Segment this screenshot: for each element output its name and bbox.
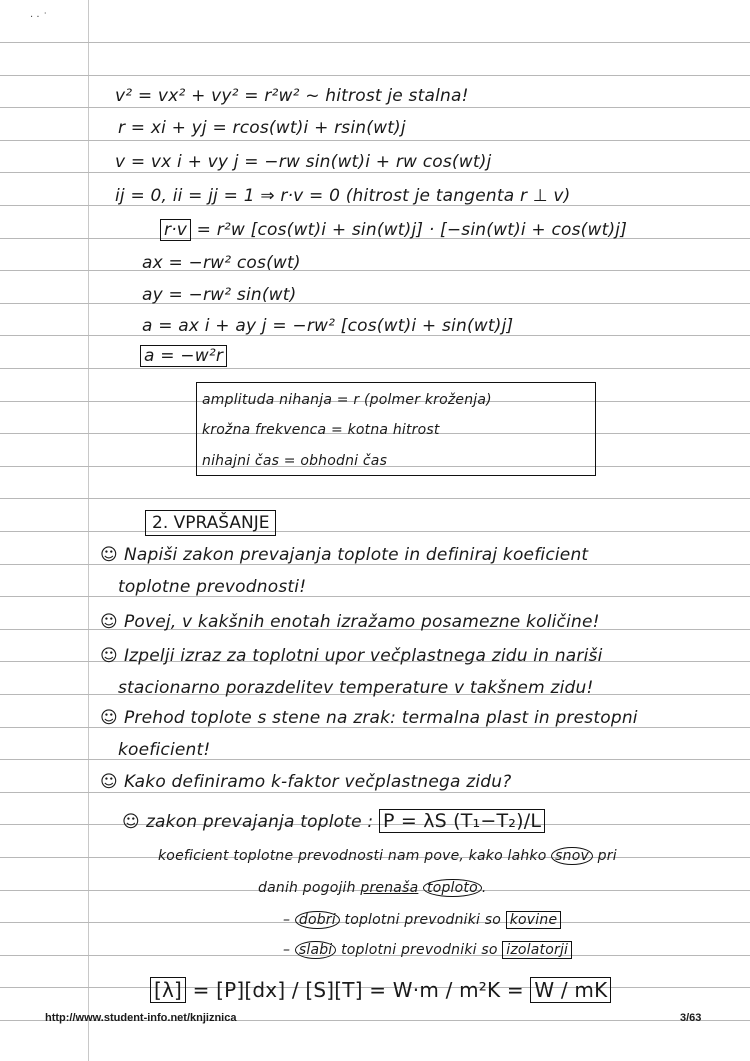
units-formula: [λ] = [P][dx] / [S][T] = W·m / m²K = W / mK	[150, 978, 611, 1002]
explanation-text: koeficient toplotne prevodnosti nam pove, kako lahko	[158, 848, 547, 864]
definition: krožna frekvenca = kotna hitrost	[202, 422, 440, 438]
question-text: Kako definiramo k-faktor večplastnega zidu?	[123, 772, 512, 792]
section-heading: 2. VPRAŠANJE	[145, 510, 276, 536]
good-conductors-line: – dobri toplotni prevodniki so kovine	[283, 912, 561, 928]
question-text: Izpelji izraz za toplotni upor večplastnega zidu in nariši	[123, 646, 603, 666]
ruled-line	[0, 270, 750, 271]
question	[100, 545, 588, 565]
smiley-icon: ☺	[100, 646, 118, 666]
rv-boxed: r·v	[160, 219, 191, 241]
note-line	[160, 220, 627, 240]
note-line: ax = −rw² cos(wt)	[142, 253, 301, 273]
note-line: a = ax i + ay j = −rw² [cos(wt)i + sin(wt)j]	[142, 316, 514, 336]
footer-url[interactable]: http://www.student-info.net/knjiznica	[45, 1012, 237, 1024]
smiley-icon: ☺	[100, 772, 118, 792]
note-line: ij = 0, ii = jj = 1 ⇒ r·v = 0 (hitrost je tangenta r ⊥ v)	[115, 186, 571, 206]
bad-conductors-line: – slabi toplotni prevodniki so izolatorji	[283, 942, 572, 958]
question: koeficient!	[118, 740, 211, 760]
underlined-word: prenaša	[360, 880, 419, 896]
ruled-line	[0, 596, 750, 597]
explanation-text: toplotni prevodniki so	[341, 942, 498, 958]
units-rhs: W / mK	[530, 977, 611, 1003]
smiley-icon: ☺	[100, 612, 118, 632]
explanation-text: toplotni prevodniki so	[344, 912, 502, 928]
smiley-icon: ☺	[122, 812, 140, 832]
question-text: Prehod toplote s stene na zrak: termalna plast in prestopni	[123, 708, 638, 728]
answer-law	[122, 810, 545, 832]
question: stacionarno porazdelitev temperature v takšnem zidu!	[118, 678, 594, 698]
law-formula: P = λS (T₁−T₂)/L	[379, 809, 545, 833]
page-number: 3/63	[680, 1012, 702, 1024]
ruled-line	[0, 368, 750, 369]
explanation-text: pri	[597, 848, 617, 864]
ruled-line	[0, 498, 750, 499]
boxed-word: kovine	[506, 911, 562, 929]
question	[100, 612, 600, 632]
ruled-line	[0, 172, 750, 173]
question: toplotne prevodnosti!	[118, 577, 307, 597]
boxed-word: izolatorji	[502, 941, 572, 959]
ruled-line	[0, 531, 750, 532]
ruled-line	[0, 75, 750, 76]
note-line: v = vx i + vy j = −rw sin(wt)i + rw cos(wt)j	[115, 152, 492, 172]
explanation-line: danih pogojih prenaša toploto .	[258, 880, 487, 896]
ruled-line	[0, 303, 750, 304]
result-boxed: a = −w²r	[140, 345, 227, 367]
units-mid: = [P][dx] / [S][T]	[192, 978, 363, 1002]
question-text: Napiši zakon prevajanja toplote in definiraj koeficient	[123, 545, 589, 565]
law-label: zakon prevajanja toplote :	[145, 812, 374, 832]
definition: amplituda nihanja = r (polmer kroženja)	[202, 392, 492, 408]
explanation-text: danih pogojih	[258, 880, 356, 896]
ruled-line	[0, 42, 750, 43]
units-mid: = W·m / m²K	[369, 978, 501, 1002]
circled-word: slabi	[295, 941, 337, 959]
smiley-icon: ☺	[100, 545, 118, 565]
smiley-icon: ☺	[100, 708, 118, 728]
question-text: Povej, v kakšnih enotah izražamo posamezne količine!	[123, 612, 600, 632]
ruled-line	[0, 759, 750, 760]
circled-word: toploto	[423, 879, 482, 897]
question	[100, 772, 511, 792]
rv-expansion: = r²w [cos(wt)i + sin(wt)j] · [−sin(wt)i + cos(wt)j]	[196, 220, 628, 240]
result-line	[140, 346, 227, 366]
units-lhs: [λ]	[150, 977, 186, 1003]
definition: nihajni čas = obhodni čas	[202, 453, 388, 469]
explanation-line	[158, 848, 617, 864]
scan-marks: · · ˙	[30, 12, 48, 23]
note-line: v² = vx² + vy² = r²w² ~ hitrost je stalna!	[115, 86, 469, 106]
circled-word: dobri	[295, 911, 340, 929]
note-line: r = xi + yj = rcos(wt)i + rsin(wt)j	[118, 118, 406, 138]
question	[100, 708, 638, 728]
note-line: ay = −rw² sin(wt)	[142, 285, 297, 305]
ruled-line	[0, 792, 750, 793]
ruled-line	[0, 107, 750, 108]
circled-word: snov	[551, 847, 593, 865]
ruled-line	[0, 140, 750, 141]
question	[100, 646, 603, 666]
